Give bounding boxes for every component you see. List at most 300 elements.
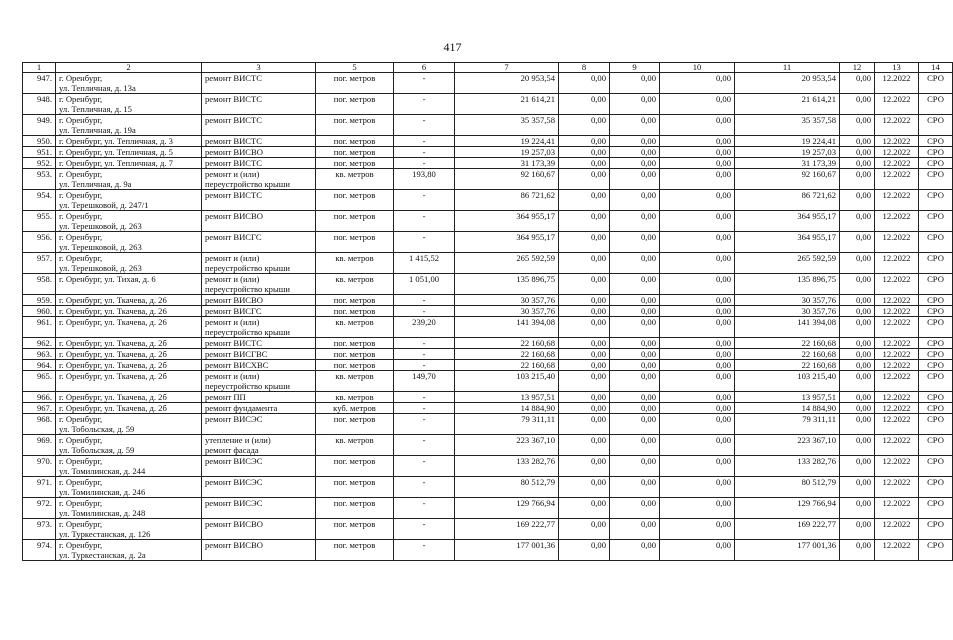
- funding-cell: СРО: [919, 295, 953, 306]
- address-cell-line: ул. Томилинская, д. 248: [59, 508, 146, 518]
- table-row: [23, 519, 953, 540]
- period-cell: 12.2022: [875, 253, 919, 274]
- col12-cell: 0,00: [840, 136, 875, 147]
- col11-cell: 86 721,62: [735, 190, 840, 211]
- address-cell-line: ул. Туркестанская, д. 2а: [59, 550, 146, 560]
- col8-cell: 0,00: [559, 136, 610, 147]
- address-cell: [56, 158, 202, 169]
- col11-cell: 80 512,79: [735, 477, 840, 498]
- address-cell: [56, 306, 202, 317]
- address-cell-line: г. Оренбург, ул. Ткачева, д. 2б: [59, 338, 167, 348]
- quantity-cell: -: [394, 360, 455, 371]
- unit-cell: пог. метров: [316, 94, 394, 115]
- col10-cell: 0,00: [660, 94, 735, 115]
- unit-cell: пог. метров: [316, 136, 394, 147]
- row-number: 974.: [23, 540, 56, 561]
- address-cell: [56, 94, 202, 115]
- work-type-cell: [202, 211, 316, 232]
- col9-cell: 0,00: [610, 253, 660, 274]
- period-cell: 12.2022: [875, 73, 919, 94]
- row-number: 947.: [23, 73, 56, 94]
- row-number: 959.: [23, 295, 56, 306]
- funding-cell: СРО: [919, 232, 953, 253]
- address-cell: [56, 371, 202, 392]
- total-cost-cell: 22 160,68: [455, 360, 559, 371]
- col10-cell: 0,00: [660, 360, 735, 371]
- page-number: 417: [443, 40, 462, 54]
- unit-cell: пог. метров: [316, 295, 394, 306]
- quantity-cell: -: [394, 456, 455, 477]
- col11-cell: 129 766,94: [735, 498, 840, 519]
- address-cell-line: г. Оренбург, ул. Ткачева, д. 2б: [59, 403, 167, 413]
- col12-cell: 0,00: [840, 498, 875, 519]
- work-type-cell: [202, 232, 316, 253]
- funding-cell: СРО: [919, 414, 953, 435]
- unit-cell: кв. метров: [316, 317, 394, 338]
- funding-cell: СРО: [919, 477, 953, 498]
- col8-cell: 0,00: [559, 414, 610, 435]
- funding-cell: СРО: [919, 317, 953, 338]
- funding-cell: СРО: [919, 147, 953, 158]
- work-type-cell: [202, 456, 316, 477]
- work-type-cell: [202, 136, 316, 147]
- address-cell: [56, 338, 202, 349]
- table-row: [23, 435, 953, 456]
- address-cell-line: ул. Томилинская, д. 246: [59, 487, 146, 497]
- work-type-cell: [202, 519, 316, 540]
- col9-cell: 0,00: [610, 73, 660, 94]
- col8-cell: 0,00: [559, 519, 610, 540]
- col9-cell: 0,00: [610, 360, 660, 371]
- col11-cell: 265 592,59: [735, 253, 840, 274]
- col8-cell: 0,00: [559, 211, 610, 232]
- col12-cell: 0,00: [840, 477, 875, 498]
- work-type-cell-line: ремонт ВИСГС: [205, 232, 262, 242]
- row-number: 957.: [23, 253, 56, 274]
- row-number: 964.: [23, 360, 56, 371]
- work-type-cell-line: ремонт и (или): [205, 371, 260, 381]
- funding-cell: СРО: [919, 274, 953, 295]
- quantity-cell: -: [394, 414, 455, 435]
- col10-cell: 0,00: [660, 519, 735, 540]
- unit-cell: пог. метров: [316, 349, 394, 360]
- row-number: 949.: [23, 115, 56, 136]
- work-type-cell-line: ремонт ВИСТС: [205, 94, 263, 104]
- row-number: 948.: [23, 94, 56, 115]
- col11-cell: 364 955,17: [735, 211, 840, 232]
- col11-cell: 92 160,67: [735, 169, 840, 190]
- work-type-cell: [202, 371, 316, 392]
- col12-cell: 0,00: [840, 435, 875, 456]
- funding-cell: СРО: [919, 435, 953, 456]
- work-type-cell: [202, 435, 316, 456]
- col9-cell: 0,00: [610, 403, 660, 414]
- col12-cell: 0,00: [840, 158, 875, 169]
- work-type-cell-line: ремонт и (или): [205, 274, 260, 284]
- funding-cell: СРО: [919, 158, 953, 169]
- col11-cell: 35 357,58: [735, 115, 840, 136]
- address-cell: [56, 403, 202, 414]
- col11-cell: 177 001,36: [735, 540, 840, 561]
- address-cell: [56, 190, 202, 211]
- col-header: 7: [455, 63, 559, 73]
- row-number: 973.: [23, 519, 56, 540]
- col12-cell: 0,00: [840, 147, 875, 158]
- row-number: 970.: [23, 456, 56, 477]
- col9-cell: 0,00: [610, 414, 660, 435]
- row-number: 963.: [23, 349, 56, 360]
- table-row: [23, 94, 953, 115]
- col11-cell: 19 257,03: [735, 147, 840, 158]
- row-number: 958.: [23, 274, 56, 295]
- funding-cell: СРО: [919, 115, 953, 136]
- work-type-cell-line: утепление и (или): [205, 435, 271, 445]
- col11-cell: 22 160,68: [735, 360, 840, 371]
- address-cell-line: г. Оренбург,: [59, 498, 103, 508]
- period-cell: 12.2022: [875, 392, 919, 403]
- col-header: 14: [919, 63, 953, 73]
- col-header: 10: [660, 63, 735, 73]
- address-cell-line: г. Оренбург,: [59, 540, 103, 550]
- col8-cell: 0,00: [559, 338, 610, 349]
- address-cell-line: г. Оренбург,: [59, 232, 103, 242]
- table-row: [23, 306, 953, 317]
- col10-cell: 0,00: [660, 253, 735, 274]
- address-cell: [56, 295, 202, 306]
- unit-cell: пог. метров: [316, 456, 394, 477]
- col11-cell: 30 357,76: [735, 306, 840, 317]
- col10-cell: 0,00: [660, 477, 735, 498]
- row-number: 951.: [23, 147, 56, 158]
- total-cost-cell: 364 955,17: [455, 232, 559, 253]
- address-cell-line: ул. Томилинская, д. 244: [59, 466, 146, 476]
- col8-cell: 0,00: [559, 147, 610, 158]
- period-cell: 12.2022: [875, 371, 919, 392]
- address-cell-line: г. Оренбург, ул. Ткачева, д. 2б: [59, 392, 167, 402]
- period-cell: 12.2022: [875, 147, 919, 158]
- table-row: [23, 349, 953, 360]
- period-cell: 12.2022: [875, 274, 919, 295]
- row-number: 969.: [23, 435, 56, 456]
- table-row: [23, 274, 953, 295]
- col12-cell: 0,00: [840, 371, 875, 392]
- table-row: [23, 392, 953, 403]
- funding-cell: СРО: [919, 253, 953, 274]
- quantity-cell: -: [394, 338, 455, 349]
- col11-cell: 79 311,11: [735, 414, 840, 435]
- work-type-cell: [202, 392, 316, 403]
- col8-cell: 0,00: [559, 477, 610, 498]
- address-cell-line: г. Оренбург, ул. Тепличная, д. 7: [59, 158, 173, 168]
- unit-cell: пог. метров: [316, 190, 394, 211]
- total-cost-cell: 22 160,68: [455, 338, 559, 349]
- work-type-cell: [202, 540, 316, 561]
- period-cell: 12.2022: [875, 306, 919, 317]
- table-row: [23, 211, 953, 232]
- row-number: 953.: [23, 169, 56, 190]
- table-row: [23, 338, 953, 349]
- col10-cell: 0,00: [660, 317, 735, 338]
- period-cell: 12.2022: [875, 94, 919, 115]
- address-cell-line: г. Оренбург,: [59, 519, 103, 529]
- col10-cell: 0,00: [660, 115, 735, 136]
- address-cell-line: ул. Терешковой, д. 263: [59, 221, 142, 231]
- address-cell: [56, 349, 202, 360]
- work-type-cell-line: ремонт ВИСТС: [205, 158, 263, 168]
- funding-cell: СРО: [919, 73, 953, 94]
- address-cell-line: г. Оренбург,: [59, 456, 103, 466]
- unit-cell: кв. метров: [316, 371, 394, 392]
- col12-cell: 0,00: [840, 392, 875, 403]
- col12-cell: 0,00: [840, 94, 875, 115]
- unit-cell: пог. метров: [316, 540, 394, 561]
- period-cell: 12.2022: [875, 477, 919, 498]
- funding-cell: СРО: [919, 338, 953, 349]
- table-row: [23, 498, 953, 519]
- col9-cell: 0,00: [610, 519, 660, 540]
- address-cell-line: ул. Тобольская, д. 59: [59, 424, 135, 434]
- row-number: 962.: [23, 338, 56, 349]
- col11-cell: 21 614,21: [735, 94, 840, 115]
- col12-cell: 0,00: [840, 414, 875, 435]
- col9-cell: 0,00: [610, 147, 660, 158]
- funding-cell: СРО: [919, 211, 953, 232]
- col8-cell: 0,00: [559, 73, 610, 94]
- address-cell: [56, 274, 202, 295]
- address-cell: [56, 392, 202, 403]
- col9-cell: 0,00: [610, 498, 660, 519]
- period-cell: 12.2022: [875, 190, 919, 211]
- col-header: 5: [316, 63, 394, 73]
- col10-cell: 0,00: [660, 136, 735, 147]
- period-cell: 12.2022: [875, 211, 919, 232]
- funding-cell: СРО: [919, 360, 953, 371]
- address-cell: [56, 73, 202, 94]
- col9-cell: 0,00: [610, 338, 660, 349]
- quantity-cell: -: [394, 232, 455, 253]
- work-type-cell-line: переустройство крыши: [205, 263, 290, 273]
- address-cell: [56, 147, 202, 158]
- unit-cell: кв. метров: [316, 274, 394, 295]
- col9-cell: 0,00: [610, 232, 660, 253]
- total-cost-cell: 135 896,75: [455, 274, 559, 295]
- total-cost-cell: 265 592,59: [455, 253, 559, 274]
- quantity-cell: -: [394, 158, 455, 169]
- total-cost-cell: 21 614,21: [455, 94, 559, 115]
- row-number: 960.: [23, 306, 56, 317]
- col9-cell: 0,00: [610, 349, 660, 360]
- col8-cell: 0,00: [559, 253, 610, 274]
- col12-cell: 0,00: [840, 295, 875, 306]
- col-header: 3: [202, 63, 316, 73]
- col-header: 13: [875, 63, 919, 73]
- col10-cell: 0,00: [660, 498, 735, 519]
- col10-cell: 0,00: [660, 349, 735, 360]
- work-type-cell: [202, 158, 316, 169]
- row-number: 971.: [23, 477, 56, 498]
- col9-cell: 0,00: [610, 477, 660, 498]
- col12-cell: 0,00: [840, 338, 875, 349]
- period-cell: 12.2022: [875, 169, 919, 190]
- quantity-cell: 193,80: [394, 169, 455, 190]
- total-cost-cell: 141 394,08: [455, 317, 559, 338]
- work-type-cell: [202, 295, 316, 306]
- address-cell-line: ул. Терешковой, д. 263: [59, 242, 142, 252]
- funding-cell: СРО: [919, 456, 953, 477]
- address-cell-line: ул. Тобольская, д. 59: [59, 445, 135, 455]
- quantity-cell: -: [394, 519, 455, 540]
- table-row: [23, 232, 953, 253]
- quantity-cell: 239,20: [394, 317, 455, 338]
- col8-cell: 0,00: [559, 158, 610, 169]
- unit-cell: кв. метров: [316, 392, 394, 403]
- funding-cell: СРО: [919, 403, 953, 414]
- table-row: [23, 169, 953, 190]
- address-cell: [56, 456, 202, 477]
- unit-cell: пог. метров: [316, 73, 394, 94]
- total-cost-cell: 133 282,76: [455, 456, 559, 477]
- funding-cell: СРО: [919, 306, 953, 317]
- quantity-cell: -: [394, 190, 455, 211]
- table-row: [23, 147, 953, 158]
- address-cell-line: г. Оренбург, ул. Тепличная, д. 5: [59, 147, 173, 157]
- address-cell: [56, 115, 202, 136]
- col9-cell: 0,00: [610, 169, 660, 190]
- work-type-cell: [202, 274, 316, 295]
- address-cell: [56, 477, 202, 498]
- col8-cell: 0,00: [559, 317, 610, 338]
- col9-cell: 0,00: [610, 94, 660, 115]
- col11-cell: 364 955,17: [735, 232, 840, 253]
- quantity-cell: -: [394, 392, 455, 403]
- unit-cell: пог. метров: [316, 414, 394, 435]
- table-row: [23, 136, 953, 147]
- total-cost-cell: 92 160,67: [455, 169, 559, 190]
- total-cost-cell: 364 955,17: [455, 211, 559, 232]
- period-cell: 12.2022: [875, 456, 919, 477]
- work-type-cell-line: ремонт ВИСВО: [205, 295, 263, 305]
- address-cell: [56, 360, 202, 371]
- address-cell: [56, 519, 202, 540]
- row-number: 950.: [23, 136, 56, 147]
- col9-cell: 0,00: [610, 306, 660, 317]
- col8-cell: 0,00: [559, 540, 610, 561]
- work-type-cell-line: ремонт ПП: [205, 392, 246, 402]
- total-cost-cell: 80 512,79: [455, 477, 559, 498]
- col11-cell: 22 160,68: [735, 349, 840, 360]
- col8-cell: 0,00: [559, 349, 610, 360]
- work-type-cell: [202, 349, 316, 360]
- col10-cell: 0,00: [660, 435, 735, 456]
- funding-cell: СРО: [919, 349, 953, 360]
- work-type-cell: [202, 477, 316, 498]
- quantity-cell: -: [394, 306, 455, 317]
- col10-cell: 0,00: [660, 306, 735, 317]
- work-type-cell-line: ремонт ВИСЭС: [205, 456, 263, 466]
- row-number: 961.: [23, 317, 56, 338]
- col12-cell: 0,00: [840, 73, 875, 94]
- col10-cell: 0,00: [660, 403, 735, 414]
- col10-cell: 0,00: [660, 232, 735, 253]
- row-number: 965.: [23, 371, 56, 392]
- address-cell-line: г. Оренбург, ул. Ткачева, д. 26: [59, 295, 167, 305]
- period-cell: 12.2022: [875, 115, 919, 136]
- col10-cell: 0,00: [660, 190, 735, 211]
- total-cost-cell: 19 224,41: [455, 136, 559, 147]
- col-header: 9: [610, 63, 660, 73]
- total-cost-cell: 22 160,68: [455, 349, 559, 360]
- col9-cell: 0,00: [610, 317, 660, 338]
- col-header: 2: [56, 63, 202, 73]
- address-cell-line: ул. Терешковой, д. 247/1: [59, 200, 149, 210]
- unit-cell: пог. метров: [316, 306, 394, 317]
- address-cell: [56, 498, 202, 519]
- work-type-cell-line: ремонт ВИСТС: [205, 115, 263, 125]
- address-cell-line: ул. Тепличная, д. 9а: [59, 179, 132, 189]
- table-row: [23, 253, 953, 274]
- unit-cell: пог. метров: [316, 477, 394, 498]
- total-cost-cell: 13 957,51: [455, 392, 559, 403]
- period-cell: 12.2022: [875, 414, 919, 435]
- col9-cell: 0,00: [610, 115, 660, 136]
- unit-cell: пог. метров: [316, 211, 394, 232]
- work-type-cell: [202, 414, 316, 435]
- col12-cell: 0,00: [840, 232, 875, 253]
- work-type-cell: [202, 360, 316, 371]
- period-cell: 12.2022: [875, 295, 919, 306]
- row-number: 956.: [23, 232, 56, 253]
- address-cell: [56, 232, 202, 253]
- total-cost-cell: 19 257,03: [455, 147, 559, 158]
- address-cell: [56, 211, 202, 232]
- unit-cell: пог. метров: [316, 338, 394, 349]
- col11-cell: 22 160,68: [735, 338, 840, 349]
- row-number: 968.: [23, 414, 56, 435]
- work-type-cell: [202, 169, 316, 190]
- address-cell-line: г. Оренбург,: [59, 414, 103, 424]
- col8-cell: 0,00: [559, 94, 610, 115]
- total-cost-cell: 223 367,10: [455, 435, 559, 456]
- col12-cell: 0,00: [840, 403, 875, 414]
- work-type-cell-line: ремонт ВИСВО: [205, 519, 263, 529]
- col12-cell: 0,00: [840, 540, 875, 561]
- work-type-cell: [202, 306, 316, 317]
- work-type-cell: [202, 498, 316, 519]
- work-type-cell: [202, 190, 316, 211]
- col9-cell: 0,00: [610, 371, 660, 392]
- col-header: 11: [735, 63, 840, 73]
- quantity-cell: -: [394, 435, 455, 456]
- row-number: 952.: [23, 158, 56, 169]
- address-cell-line: г. Оренбург, ул. Ткачева, д. 2б: [59, 371, 167, 381]
- address-cell: [56, 435, 202, 456]
- col11-cell: 13 957,51: [735, 392, 840, 403]
- period-cell: 12.2022: [875, 232, 919, 253]
- col12-cell: 0,00: [840, 349, 875, 360]
- unit-cell: пог. метров: [316, 232, 394, 253]
- col12-cell: 0,00: [840, 306, 875, 317]
- quantity-cell: -: [394, 403, 455, 414]
- quantity-cell: -: [394, 147, 455, 158]
- quantity-cell: -: [394, 540, 455, 561]
- col8-cell: 0,00: [559, 435, 610, 456]
- col8-cell: 0,00: [559, 360, 610, 371]
- col9-cell: 0,00: [610, 540, 660, 561]
- col9-cell: 0,00: [610, 274, 660, 295]
- funding-cell: СРО: [919, 371, 953, 392]
- total-cost-cell: 30 357,76: [455, 295, 559, 306]
- address-cell-line: ул. Тепличная, д. 13а: [59, 83, 136, 93]
